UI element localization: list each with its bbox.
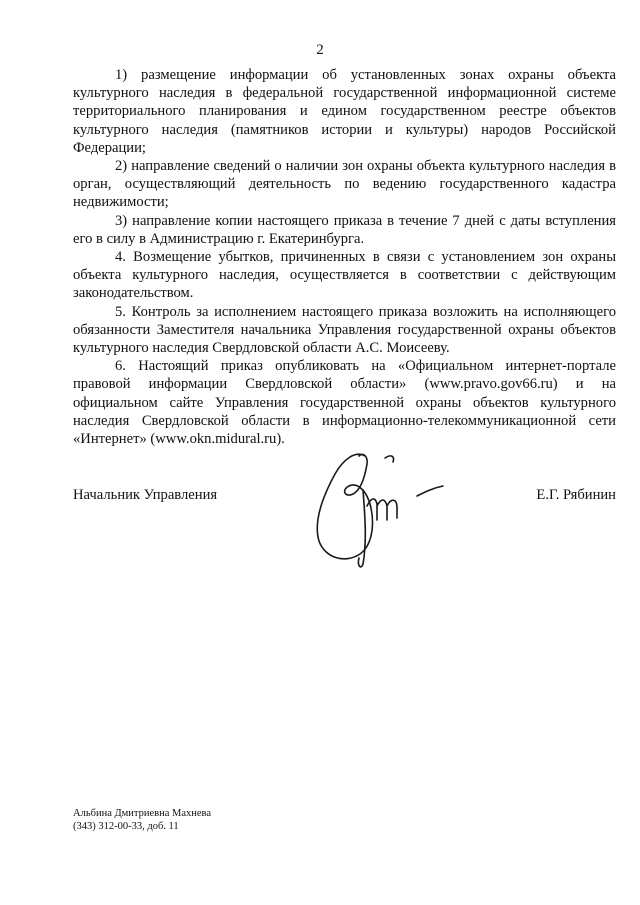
executor-info — [73, 807, 211, 833]
signatory-position: Начальник Управления — [73, 487, 218, 503]
signatory-name: Е.Г. Рябинин — [536, 487, 616, 503]
handwritten-signature — [305, 446, 455, 571]
page-number: 2 — [316, 42, 324, 58]
executor-name: Альбина Дмитриевна Махнева — [73, 808, 212, 819]
paragraph-4: 4. Возмещение убытков, причиненных в связи с установлением зон охраны объекта культурного наследия, осуществляется в соответствии с действующим законодательством. — [73, 249, 616, 302]
paragraph-5: 5. Контроль за исполнением настоящего приказа возложить на исполняющего обязанности Заместителя начальника Управления государственной охраны объектов культурного наследия Свердловской области А.С. Моисееву. — [73, 303, 616, 357]
paragraph-6: 6. Настоящий приказ опубликовать на «Официальном интернет-портале правовой информации Свердловской области» (www.pravo.gov66.ru) и на официальном сайте Управления государственной охраны объектов культурного наследия Свердловской области в информационно-телекоммуникационной сети «Интернет» (www.okn.midural.ru). — [73, 358, 616, 448]
document-body — [73, 66, 616, 448]
paragraph-3: 3) направление копии настоящего приказа в течение 7 дней с даты вступления его в силу в Администрацию г. Екатеринбурга. — [73, 212, 616, 247]
paragraph-2: 2) направление сведений о наличии зон охраны объекта культурного наследия в орган, осуществляющий деятельность по ведению государственного кадастра недвижимости; — [73, 158, 616, 211]
paragraph-1: 1) размещение информации об установленных зонах охраны объекта культурного наследия в федеральной государственной информационной системе территориального планирования и едином государственном реестре объектов культурного наследия (памятников истории и культуры) народов Российской Федерации; — [73, 67, 616, 156]
executor-phone: (343) 312-00-33, доб. 11 — [73, 821, 179, 832]
